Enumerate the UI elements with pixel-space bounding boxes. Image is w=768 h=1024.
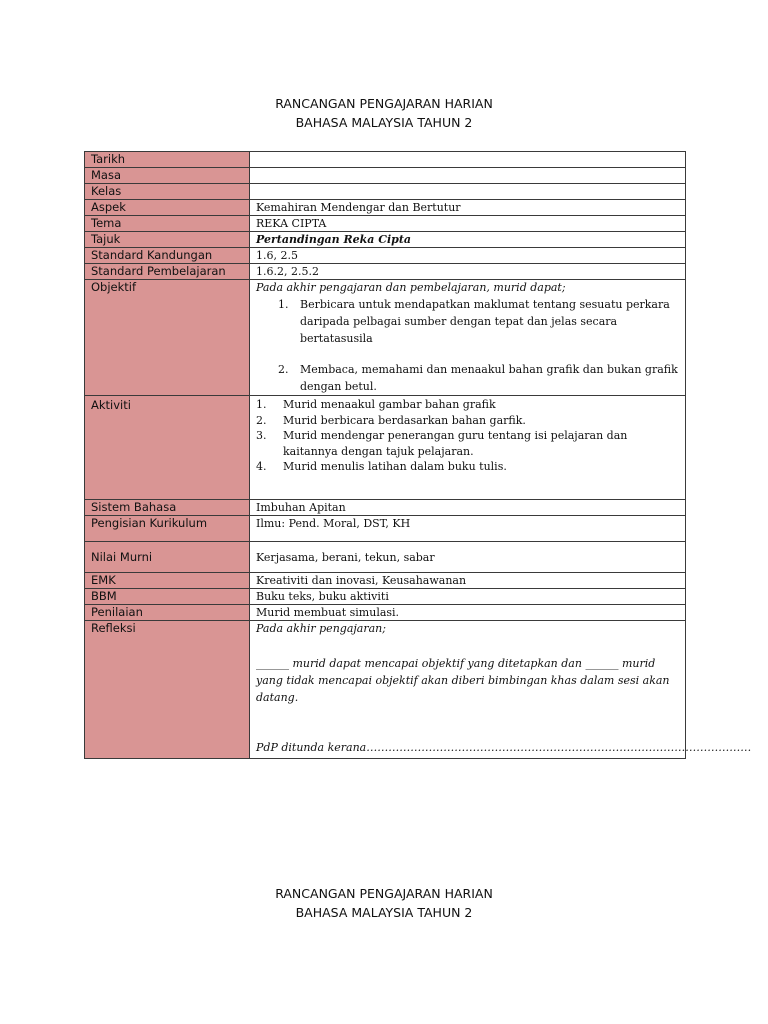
row-masa (85, 168, 686, 184)
value-standard-pembelajaran: 1.6.2, 2.5.2 (250, 264, 686, 280)
label-tema: Tema (85, 216, 250, 232)
label-emk: EMK (85, 573, 250, 589)
row-standard-pembelajaran (85, 264, 686, 280)
value-bbm: Buku teks, buku aktiviti (250, 589, 686, 605)
row-bbm (85, 589, 686, 605)
label-standard-pembelajaran: Standard Pembelajaran (85, 264, 250, 280)
label-masa: Masa (85, 168, 250, 184)
value-tarikh (250, 152, 686, 168)
label-refleksi: Refleksi (85, 621, 250, 759)
value-standard-kandungan: 1.6, 2.5 (250, 248, 686, 264)
value-emk: Kreativiti dan inovasi, Keusahawanan (250, 573, 686, 589)
aktiviti-item-4-num: 4. (256, 460, 267, 473)
next-title-line-2: BAHASA MALAYSIA TAHUN 2 (295, 905, 473, 920)
row-emk (85, 573, 686, 589)
value-objektif (250, 280, 686, 396)
title-line-2: BAHASA MALAYSIA TAHUN 2 (295, 115, 473, 130)
row-aktiviti (85, 396, 686, 500)
aktiviti-item-1-num: 1. (256, 398, 267, 411)
label-aktiviti: Aktiviti (85, 396, 250, 500)
refleksi-statement (256, 655, 679, 706)
value-nilai-murni: Kerjasama, berani, tekun, sabar (250, 542, 686, 573)
aktiviti-item-3-text: Murid mendengar penerangan guru tentang isi pelajaran dan kaitannya dengan tajuk pelajaran. (283, 429, 628, 458)
label-tarikh: Tarikh (85, 152, 250, 168)
list-item (256, 413, 679, 429)
title-line-1: RANCANGAN PENGAJARAN HARIAN (275, 96, 493, 111)
label-pengisian-kurikulum: Pengisian Kurikulum (85, 516, 250, 542)
value-penilaian: Murid membuat simulasi. (250, 605, 686, 621)
value-aktiviti (250, 396, 686, 500)
list-item (256, 397, 679, 413)
row-aspek (85, 200, 686, 216)
aktiviti-item-3-num: 3. (256, 429, 267, 442)
value-pengisian-kurikulum: Ilmu: Pend. Moral, DST, KH (250, 516, 686, 542)
aktiviti-item-2-num: 2. (256, 413, 267, 427)
label-penilaian: Penilaian (85, 605, 250, 621)
objektif-intro: Pada akhir pengajaran dan pembelajaran, murid dapat; (256, 281, 566, 294)
list-item (256, 428, 679, 459)
refleksi-text-part1: murid dapat mencapai objektif yang ditetapkan dan (289, 657, 586, 670)
row-penilaian (85, 605, 686, 621)
document-title (0, 94, 768, 132)
refleksi-blank-not-achieved: ______ (585, 657, 619, 670)
row-kelas (85, 184, 686, 200)
row-tajuk (85, 232, 686, 248)
value-tajuk: Pertandingan Reka Cipta (250, 232, 686, 248)
label-aspek: Aspek (85, 200, 250, 216)
next-document-title (0, 884, 768, 922)
list-item (256, 459, 679, 475)
objektif-item-2-text: Membaca, memahami dan menaakul bahan grafik dan bukan grafik dengan betul. (300, 363, 678, 393)
aktiviti-item-4-text: Murid menulis latihan dalam buku tulis. (283, 460, 507, 473)
row-standard-kandungan (85, 248, 686, 264)
objektif-item-1-num: 1. (278, 298, 289, 311)
row-nilai-murni (85, 542, 686, 573)
label-sistem-bahasa: Sistem Bahasa (85, 500, 250, 516)
objektif-list (256, 296, 679, 395)
value-tema: REKA CIPTA (250, 216, 686, 232)
label-nilai-murni: Nilai Murni (85, 542, 250, 573)
list-item (256, 296, 679, 347)
objektif-item-1-text: Berbicara untuk mendapatkan maklumat tentang sesuatu perkara daripada pelbagai sumber dengan tepat dan jelas secara bertatasusila (300, 298, 670, 345)
list-item (256, 361, 679, 395)
lesson-plan-table (84, 151, 752, 759)
label-bbm: BBM (85, 589, 250, 605)
aktiviti-item-1-text: Murid menaakul gambar bahan grafik (283, 398, 496, 411)
refleksi-text-part2: murid yang tidak mencapai objektif akan diberi bimbingan khas dalam sesi akan datang. (256, 657, 670, 704)
row-tarikh (85, 152, 686, 168)
label-objektif: Objektif (85, 280, 250, 396)
value-aspek: Kemahiran Mendengar dan Bertutur (250, 200, 686, 216)
next-title-line-1: RANCANGAN PENGAJARAN HARIAN (275, 886, 493, 901)
row-sistem-bahasa (85, 500, 686, 516)
label-tajuk: Tajuk (85, 232, 250, 248)
aktiviti-item-2-text: Murid berbicara berdasarkan bahan garfik. (283, 413, 526, 427)
refleksi-intro: Pada akhir pengajaran; (256, 622, 386, 635)
objektif-item-2-num: 2. (278, 363, 289, 376)
value-refleksi (250, 621, 752, 759)
refleksi-blank-achieved: ______ (256, 657, 289, 670)
row-pengisian-kurikulum (85, 516, 686, 542)
row-tema (85, 216, 686, 232)
value-kelas (250, 184, 686, 200)
refleksi-pdp-ditunda: PdP ditunda kerana…………………………………………………………………………………………… (256, 741, 752, 754)
row-objektif (85, 280, 686, 396)
row-refleksi (85, 621, 686, 759)
aktiviti-list (256, 397, 679, 475)
label-standard-kandungan: Standard Kandungan (85, 248, 250, 264)
value-sistem-bahasa: Imbuhan Apitan (250, 500, 686, 516)
value-masa (250, 168, 686, 184)
label-kelas: Kelas (85, 184, 250, 200)
